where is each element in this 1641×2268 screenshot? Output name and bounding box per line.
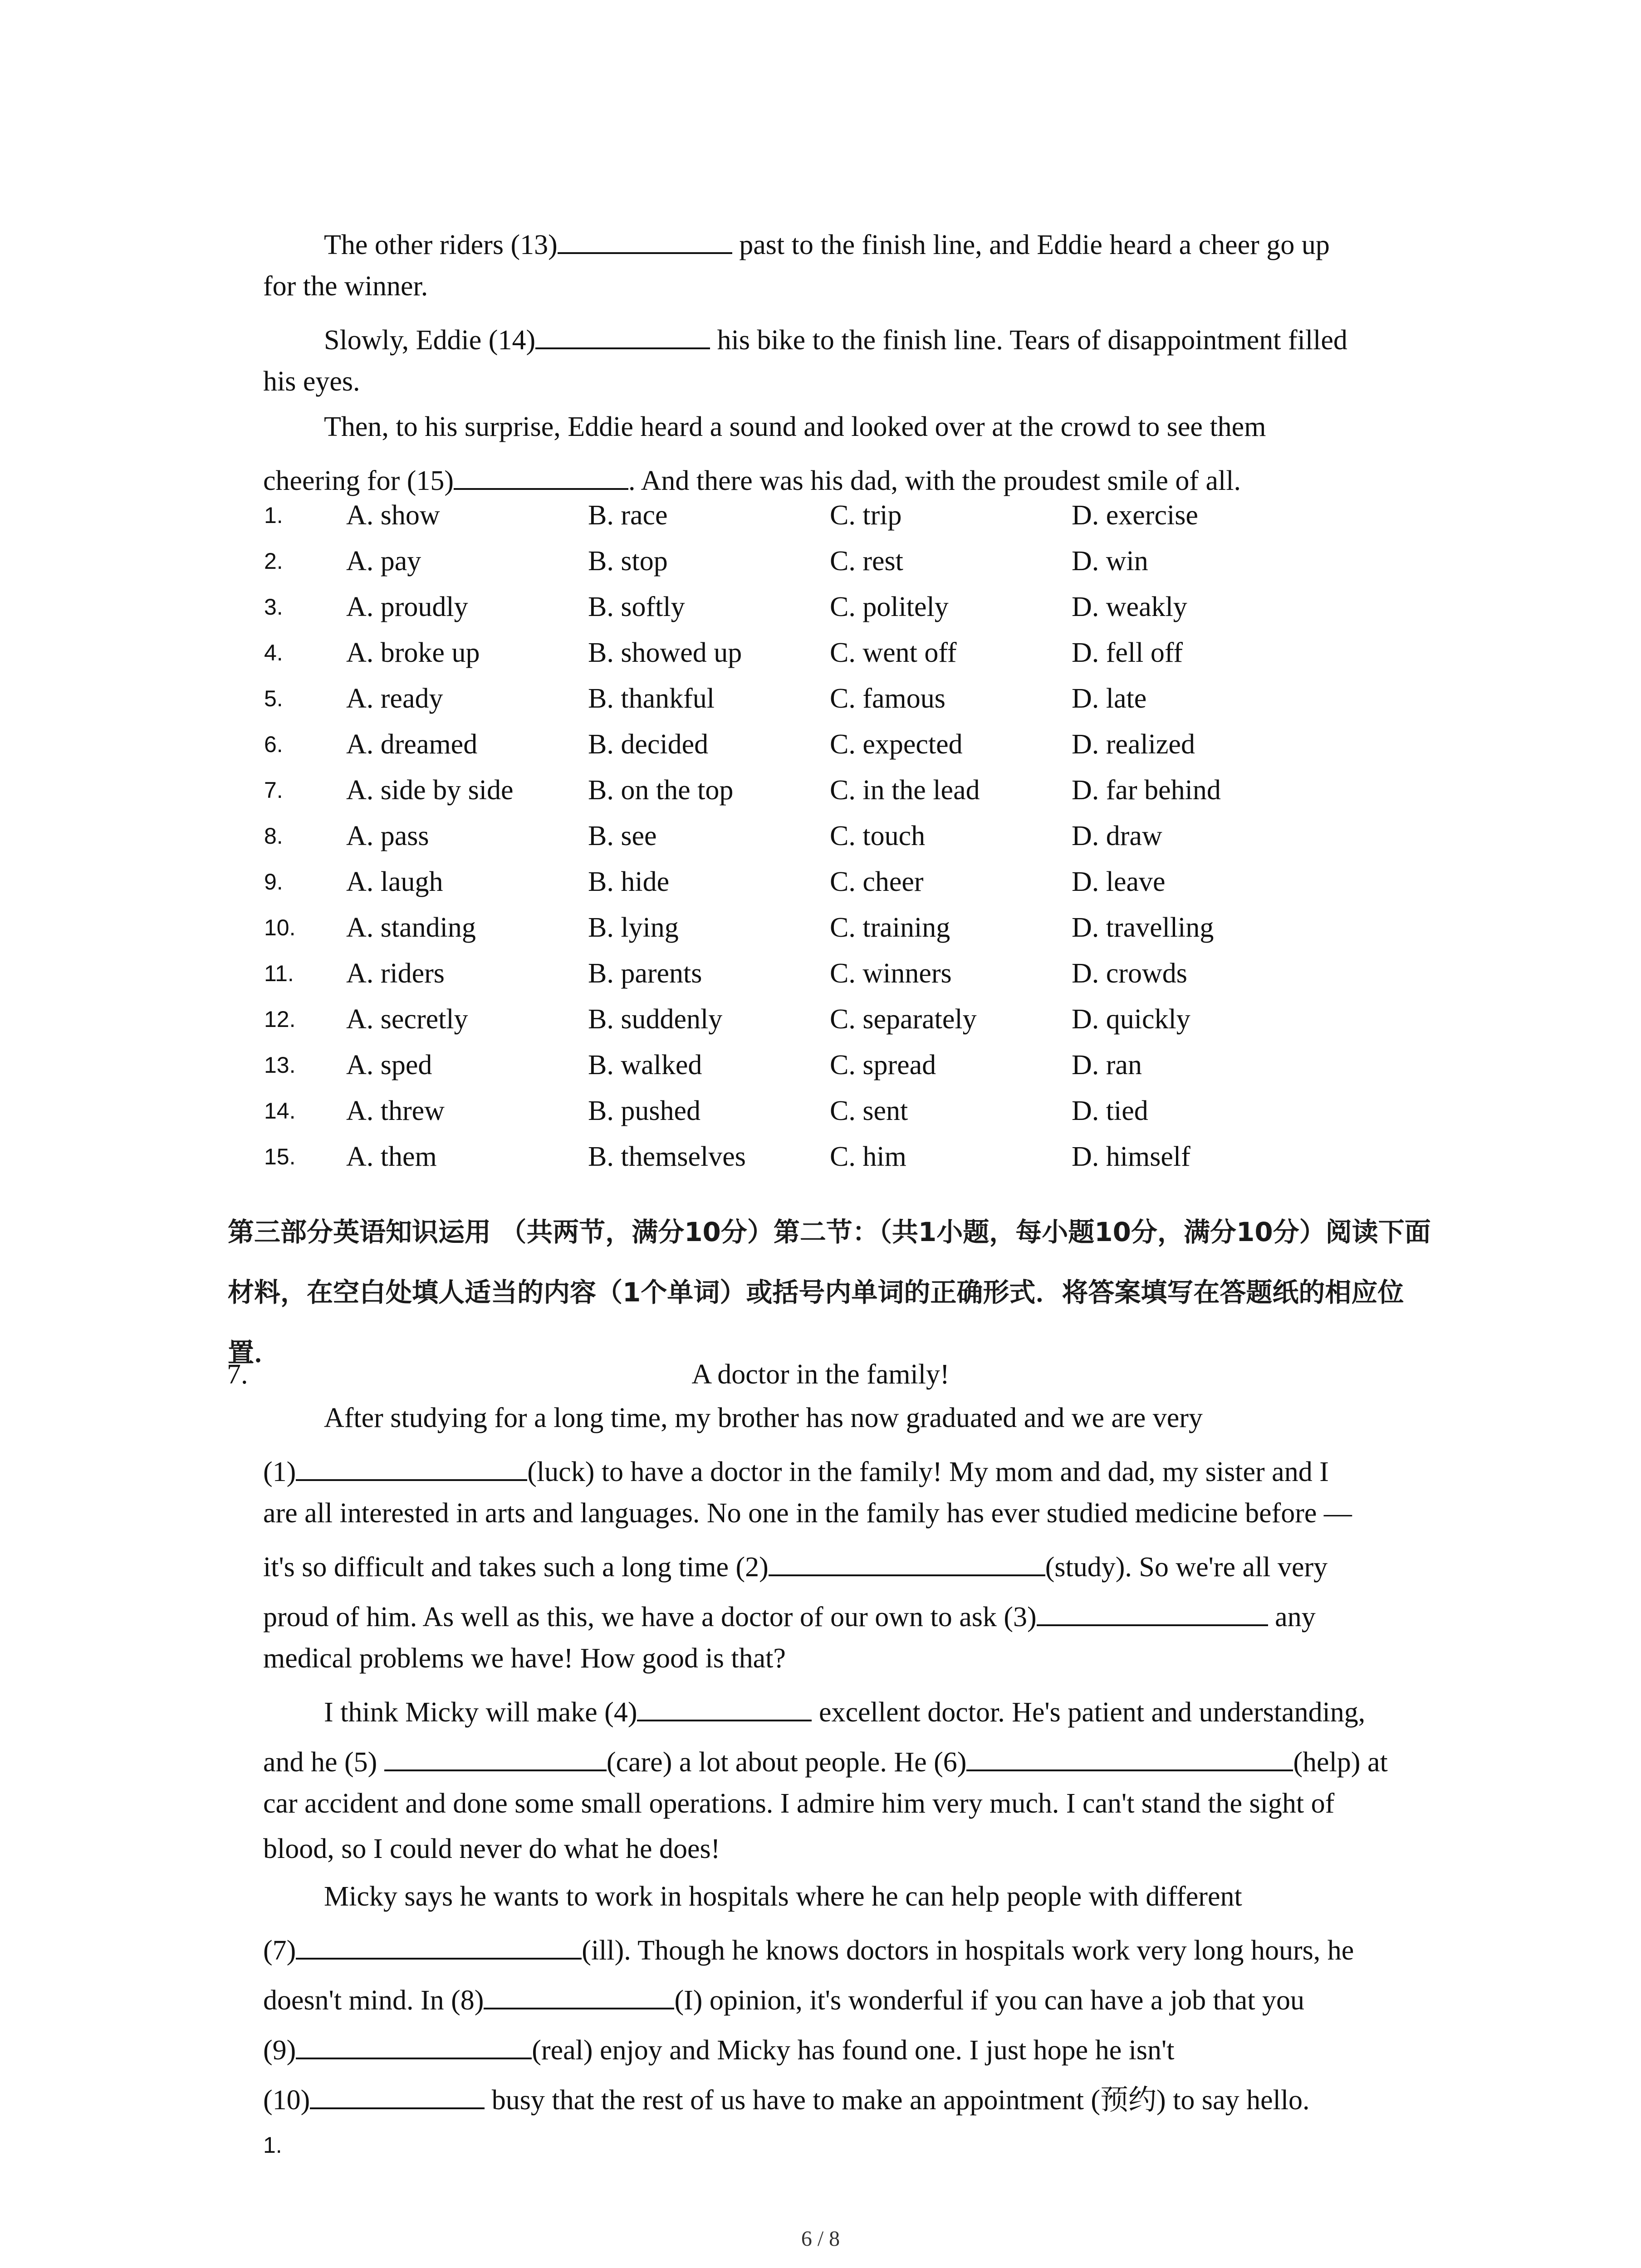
question-number: 4. bbox=[264, 640, 283, 665]
passage-line bbox=[324, 413, 1266, 441]
question-number: 12. bbox=[264, 1007, 296, 1032]
text: doesn't mind. In (8) bbox=[263, 1984, 484, 2016]
passage-line bbox=[263, 367, 360, 396]
option-d: D. weakly bbox=[1072, 591, 1187, 622]
passage-title: A doctor in the family! bbox=[691, 1359, 950, 1390]
option-row bbox=[0, 868, 1641, 914]
option-d: D. fell off bbox=[1072, 637, 1183, 668]
option-b: B. thankful bbox=[588, 683, 715, 714]
option-b: B. showed up bbox=[588, 637, 742, 668]
text: it's so difficult and takes such a long time (2) bbox=[263, 1551, 769, 1583]
text: excellent doctor. He's patient and understanding, bbox=[812, 1696, 1366, 1728]
text: (ill). Though he knows doctors in hospitals work very long hours, he bbox=[582, 1935, 1354, 1966]
passage-line bbox=[263, 463, 1241, 495]
text: are all interested in arts and languages. No one in the family has ever studied medicine before — bbox=[263, 1498, 1352, 1529]
question-number: 11. bbox=[264, 961, 294, 986]
passage-line bbox=[263, 1599, 1316, 1631]
option-d: D. ran bbox=[1072, 1050, 1142, 1080]
option-c: C. expected bbox=[830, 729, 963, 760]
answer-blank-9 bbox=[296, 2032, 532, 2059]
option-a: A. ready bbox=[346, 683, 443, 714]
question-number: 6. bbox=[264, 732, 283, 757]
option-c: C. went off bbox=[830, 637, 957, 668]
answer-blank-14 bbox=[535, 322, 710, 349]
option-b: B. softly bbox=[588, 591, 685, 622]
option-row bbox=[0, 639, 1641, 684]
option-row bbox=[0, 684, 1641, 730]
text: . And there was his dad, with the proudest smile of all. bbox=[628, 465, 1241, 496]
answer-blank-6 bbox=[966, 1744, 1293, 1771]
option-row bbox=[0, 1097, 1641, 1143]
answer-blank-15 bbox=[454, 463, 628, 490]
option-d: D. win bbox=[1072, 546, 1148, 577]
question-number: 7. bbox=[264, 777, 283, 803]
text: I think Micky will make (4) bbox=[324, 1696, 637, 1728]
question-number: 10. bbox=[264, 915, 296, 940]
question-number: 8. bbox=[264, 823, 283, 849]
question-number: 15. bbox=[264, 1144, 296, 1169]
answer-blank-5 bbox=[384, 1744, 607, 1771]
option-a: A. standing bbox=[346, 912, 476, 943]
passage-line bbox=[263, 1454, 1329, 1486]
option-d: D. far behind bbox=[1072, 775, 1221, 806]
passage-line bbox=[263, 1744, 1388, 1776]
answer-blank-13 bbox=[558, 227, 732, 254]
option-d: D. draw bbox=[1072, 821, 1162, 851]
text: Then, to his surprise, Eddie heard a sound and looked over at the crowd to see them bbox=[324, 411, 1266, 442]
option-d: D. himself bbox=[1072, 1141, 1190, 1172]
option-b: B. parents bbox=[588, 958, 702, 989]
option-d: D. exercise bbox=[1072, 500, 1198, 531]
option-b: B. lying bbox=[588, 912, 679, 943]
option-row bbox=[0, 1051, 1641, 1097]
option-a: A. laugh bbox=[346, 866, 443, 897]
option-c: C. trip bbox=[830, 500, 902, 531]
option-b: B. hide bbox=[588, 866, 670, 897]
answer-blank-4 bbox=[637, 1694, 812, 1721]
passage-line bbox=[263, 1644, 786, 1672]
option-d: D. realized bbox=[1072, 729, 1195, 760]
text: (luck) to have a doctor in the family! My mom and dad, my sister and I bbox=[527, 1456, 1329, 1487]
option-b: B. on the top bbox=[588, 775, 734, 806]
option-a: A. riders bbox=[346, 958, 445, 989]
option-row bbox=[0, 914, 1641, 959]
option-a: A. show bbox=[346, 500, 440, 531]
passage-line bbox=[263, 1982, 1304, 2014]
option-d: D. travelling bbox=[1072, 912, 1214, 943]
option-a: A. secretly bbox=[346, 1004, 468, 1035]
text: proud of him. As well as this, we have a doctor of our own to ask (3) bbox=[263, 1601, 1037, 1633]
page-number: 6 / 8 bbox=[801, 2227, 840, 2251]
passage-line bbox=[324, 227, 1330, 259]
text: for the winner. bbox=[263, 271, 428, 302]
text: car accident and done some small operations. I admire him very much. I can't stand the sight of bbox=[263, 1788, 1335, 1819]
text: Micky says he wants to work in hospitals where he can help people with different bbox=[324, 1881, 1242, 1912]
option-c: C. training bbox=[830, 912, 950, 943]
question-number: 9. bbox=[264, 869, 283, 894]
question-number: 2. bbox=[264, 548, 283, 574]
option-row bbox=[0, 501, 1641, 547]
text: (study). So we're all very bbox=[1045, 1551, 1328, 1583]
passage-line bbox=[263, 2032, 1174, 2064]
option-b: B. see bbox=[588, 821, 657, 851]
option-c: C. famous bbox=[830, 683, 945, 714]
passage-line bbox=[324, 1694, 1365, 1726]
option-c: C. sent bbox=[830, 1095, 908, 1126]
text: busy that the rest of us have to make an appointment (预约) to say hello. bbox=[485, 2084, 1310, 2116]
option-a: A. broke up bbox=[346, 637, 480, 668]
option-b: B. decided bbox=[588, 729, 709, 760]
passage-line bbox=[263, 2082, 1310, 2114]
option-c: C. touch bbox=[830, 821, 926, 851]
answer-blank-2 bbox=[769, 1549, 1045, 1576]
option-a: A. side by side bbox=[346, 775, 514, 806]
passage-line bbox=[324, 1882, 1242, 1911]
text: his bike to the finish line. Tears of disappointment filled bbox=[710, 324, 1347, 356]
option-d: D. crowds bbox=[1072, 958, 1187, 989]
text: past to the finish line, and Eddie heard a cheer go up bbox=[732, 229, 1330, 260]
question-number: 13. bbox=[264, 1052, 296, 1078]
option-d: D. quickly bbox=[1072, 1004, 1190, 1035]
question-number: 1. bbox=[264, 503, 283, 528]
option-b: B. pushed bbox=[588, 1095, 700, 1126]
passage-line bbox=[324, 1404, 1203, 1432]
text: his eyes. bbox=[263, 366, 360, 397]
option-d: D. tied bbox=[1072, 1095, 1148, 1126]
passage-line bbox=[324, 322, 1347, 354]
text: Slowly, Eddie (14) bbox=[324, 324, 536, 356]
option-row bbox=[0, 776, 1641, 822]
text: blood, so I could never do what he does! bbox=[263, 1833, 720, 1864]
option-d: D. leave bbox=[1072, 866, 1166, 897]
option-a: A. them bbox=[346, 1141, 437, 1172]
option-row bbox=[0, 822, 1641, 868]
option-b: B. suddenly bbox=[588, 1004, 723, 1035]
option-c: C. cheer bbox=[830, 866, 924, 897]
text: (7) bbox=[263, 1935, 296, 1966]
section-heading: 第三部分英语知识运用 （共两节，满分10分）第二节：（共1小题，每小题10分，满分10分）阅读下面材料，在空白处填人适当的内容（1个单词）或括号内单词的正确形式．将答案填写在答题纸的相应位置． bbox=[228, 1217, 1431, 1368]
option-c: C. him bbox=[830, 1141, 906, 1172]
option-a: A. proudly bbox=[346, 591, 468, 622]
option-b: B. stop bbox=[588, 546, 668, 577]
text: (real) enjoy and Micky has found one. I just hope he isn't bbox=[532, 2034, 1175, 2066]
option-row bbox=[0, 1143, 1641, 1188]
answer-number: 1. bbox=[263, 2132, 282, 2158]
text: and he (5) bbox=[263, 1746, 384, 1778]
text: (1) bbox=[263, 1456, 296, 1487]
option-row bbox=[0, 959, 1641, 1005]
text: (I) opinion, it's wonderful if you can have a job that you bbox=[674, 1984, 1305, 2016]
passage-line bbox=[263, 1499, 1352, 1527]
option-row bbox=[0, 730, 1641, 776]
option-row bbox=[0, 1005, 1641, 1051]
question-number: 14. bbox=[264, 1098, 296, 1124]
option-b: B. race bbox=[588, 500, 668, 531]
option-row bbox=[0, 593, 1641, 639]
answer-blank-7 bbox=[296, 1932, 582, 1960]
text: cheering for (15) bbox=[263, 465, 454, 496]
passage-line bbox=[263, 1835, 720, 1863]
question-number: 5. bbox=[264, 686, 283, 711]
option-c: C. separately bbox=[830, 1004, 977, 1035]
text: (10) bbox=[263, 2084, 310, 2116]
option-c: C. in the lead bbox=[830, 775, 980, 806]
text: any bbox=[1268, 1601, 1316, 1633]
passage-line bbox=[263, 1932, 1354, 1965]
option-d: D. late bbox=[1072, 683, 1147, 714]
option-a: A. threw bbox=[346, 1095, 445, 1126]
answer-blank-10 bbox=[310, 2082, 485, 2109]
option-a: A. pay bbox=[346, 546, 421, 577]
passage-line bbox=[263, 1549, 1327, 1581]
text: (9) bbox=[263, 2034, 296, 2066]
answer-blank-1 bbox=[296, 1454, 527, 1481]
text: (care) a lot about people. He (6) bbox=[606, 1746, 967, 1778]
option-c: C. spread bbox=[830, 1050, 936, 1080]
text: The other riders (13) bbox=[324, 229, 558, 260]
option-b: B. walked bbox=[588, 1050, 702, 1080]
option-a: A. pass bbox=[346, 821, 429, 851]
answer-blank-8 bbox=[484, 1982, 674, 2009]
option-row bbox=[0, 547, 1641, 593]
option-b: B. themselves bbox=[588, 1141, 746, 1172]
answer-blank-3 bbox=[1037, 1599, 1268, 1626]
text: After studying for a long time, my brother has now graduated and we are very bbox=[324, 1403, 1203, 1433]
option-c: C. politely bbox=[830, 591, 949, 622]
passage-line bbox=[263, 272, 428, 300]
passage-line bbox=[263, 1789, 1334, 1818]
question-number: 3. bbox=[264, 594, 283, 620]
text: (help) at bbox=[1293, 1746, 1388, 1778]
question-number: 7. bbox=[227, 1359, 248, 1390]
option-a: A. sped bbox=[346, 1050, 432, 1080]
option-c: C. winners bbox=[830, 958, 952, 989]
option-c: C. rest bbox=[830, 546, 903, 577]
option-a: A. dreamed bbox=[346, 729, 478, 760]
text: medical problems we have! How good is that? bbox=[263, 1643, 786, 1674]
